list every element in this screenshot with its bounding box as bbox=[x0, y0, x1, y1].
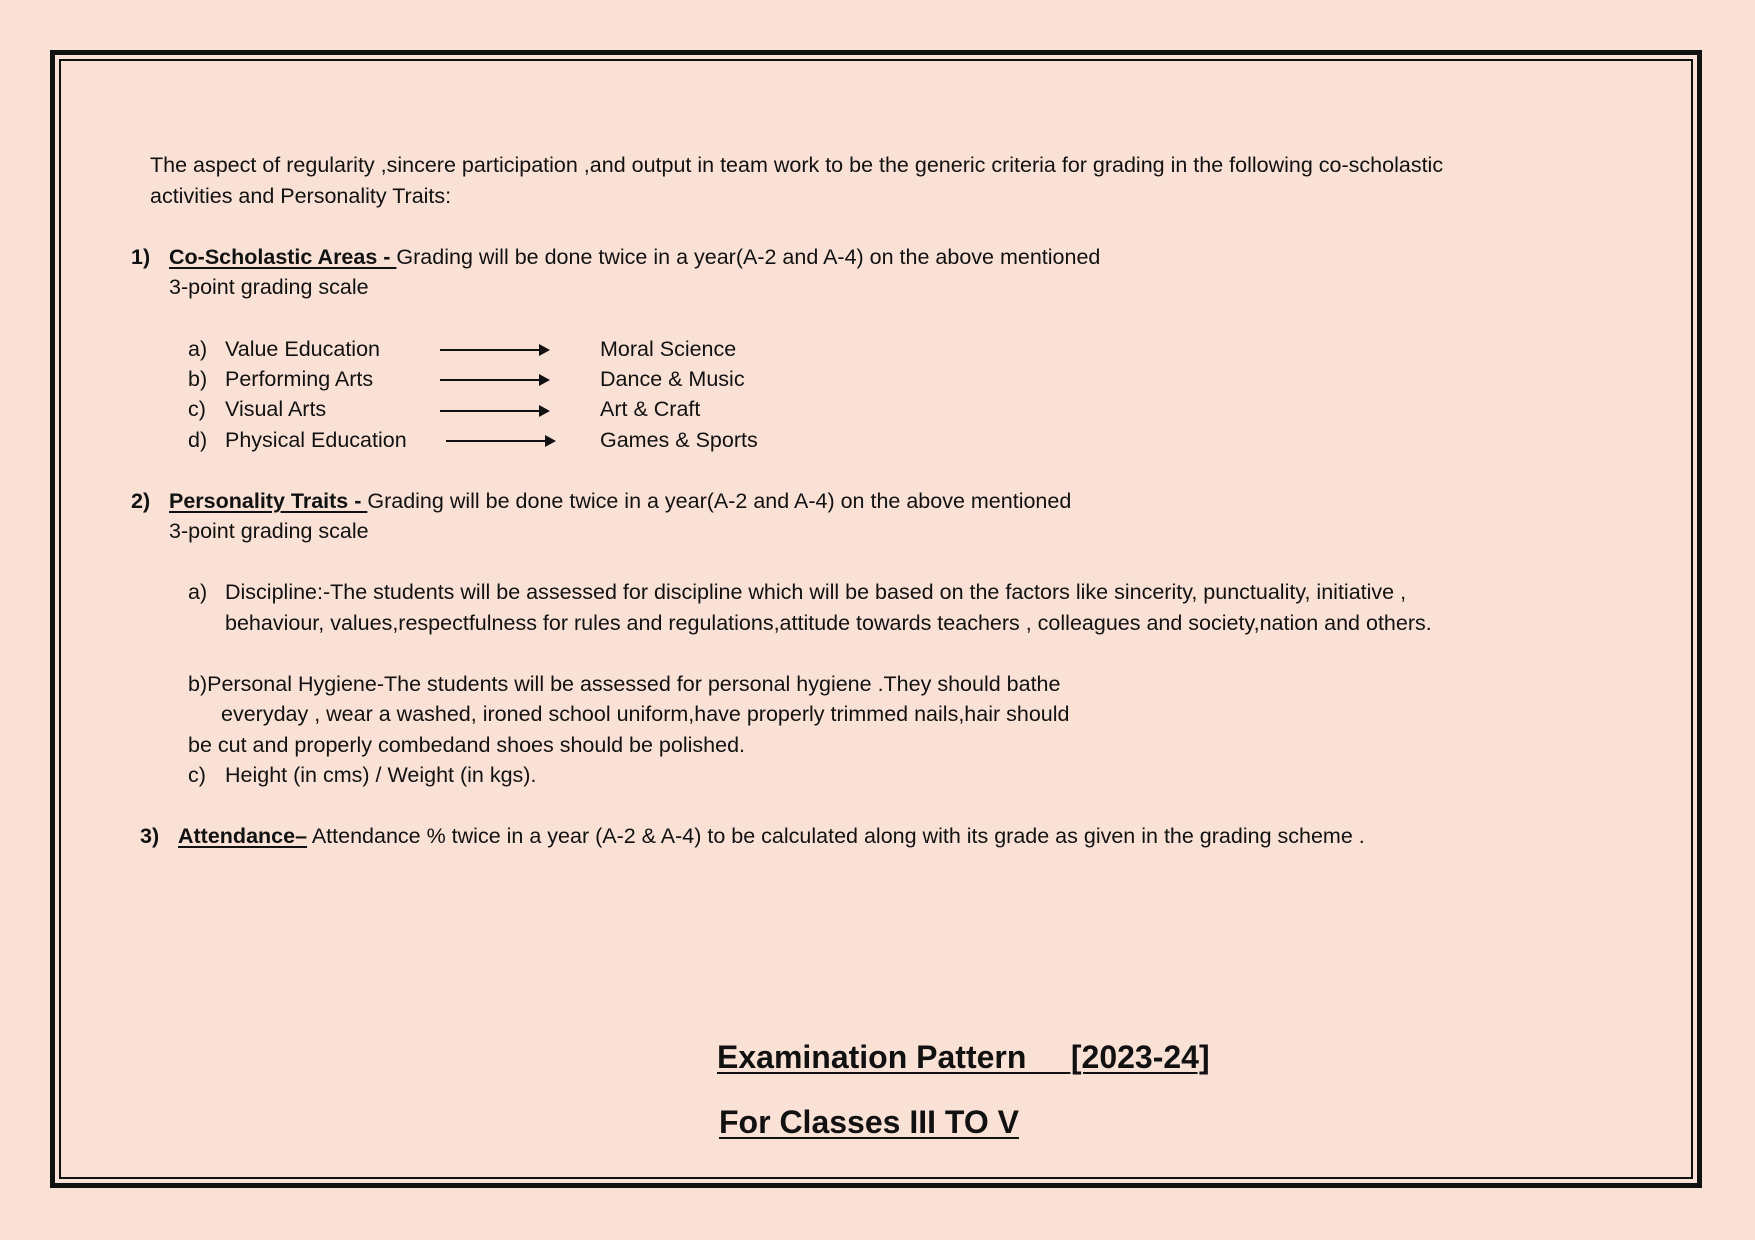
section-1-line bbox=[169, 244, 1100, 270]
arrow-right-icon bbox=[440, 349, 548, 351]
intro-line-2: activities and Personality Traits: bbox=[150, 184, 452, 208]
discipline-line-1: Discipline:-The students will be assessed for discipline which will be based on the factors like sincerity, punctuality, initiative , bbox=[225, 580, 1407, 604]
list-item-letter: a) bbox=[188, 337, 208, 361]
list-item-label: Physical Education bbox=[225, 428, 407, 452]
list-item-letter: c) bbox=[188, 397, 206, 421]
section-3-text: Attendance % twice in a year (A-2 & A-4) to be calculated along with its grade as given in the grading scheme . bbox=[307, 824, 1365, 848]
list-item-label: Value Education bbox=[225, 337, 380, 361]
list-item-mapping: Art & Craft bbox=[600, 397, 701, 421]
section-3-number: 3) bbox=[140, 824, 160, 848]
section-1-text: Grading will be done twice in a year(A-2 and A-4) on the above mentioned bbox=[396, 245, 1101, 269]
list-item-mapping: Games & Sports bbox=[600, 428, 758, 452]
height-weight-letter: c) bbox=[188, 763, 206, 787]
arrow-right-icon bbox=[440, 379, 548, 381]
hygiene-line-1: b)Personal Hygiene-The students will be assessed for personal hygiene .They should bathe bbox=[188, 672, 1061, 696]
arrow-right-icon bbox=[446, 440, 554, 442]
section-2-number: 2) bbox=[131, 489, 151, 513]
hygiene-line-2: everyday , wear a washed, ironed school uniform,have properly trimmed nails,hair should bbox=[221, 702, 1070, 726]
intro-line-1: The aspect of regularity ,sincere participation ,and output in team work to be the generic criteria for grading in the following co-scholastic bbox=[150, 153, 1444, 177]
section-3-line bbox=[178, 823, 1365, 849]
section-1-text-2: 3-point grading scale bbox=[169, 275, 369, 299]
list-item-letter: d) bbox=[188, 428, 208, 452]
section-1-number: 1) bbox=[131, 245, 151, 269]
page-title: Examination Pattern [2023-24] bbox=[717, 1039, 1210, 1075]
section-2-heading: Personality Traits - bbox=[169, 489, 368, 513]
section-1-heading: Co-Scholastic Areas - bbox=[169, 245, 397, 269]
discipline-line-2: behaviour, values,respectfulness for rules and regulations,attitude towards teachers , colleagues and society,nation and others. bbox=[225, 611, 1432, 635]
section-2-text-2: 3-point grading scale bbox=[169, 519, 369, 543]
list-item-mapping: Moral Science bbox=[600, 337, 737, 361]
section-3-heading: Attendance– bbox=[178, 824, 308, 848]
list-item-label: Visual Arts bbox=[225, 397, 327, 421]
list-item-label: Performing Arts bbox=[225, 367, 374, 391]
discipline-letter: a) bbox=[188, 580, 208, 604]
section-2-text: Grading will be done twice in a year(A-2 and A-4) on the above mentioned bbox=[367, 489, 1072, 513]
arrow-right-icon bbox=[440, 410, 548, 412]
section-2-line bbox=[169, 488, 1071, 514]
hygiene-line-3: be cut and properly combedand shoes should be polished. bbox=[188, 733, 745, 757]
height-weight-text: Height (in cms) / Weight (in kgs). bbox=[225, 763, 537, 787]
page-subtitle: For Classes III TO V bbox=[719, 1104, 1019, 1140]
list-item-mapping: Dance & Music bbox=[600, 367, 745, 391]
list-item-letter: b) bbox=[188, 367, 208, 391]
